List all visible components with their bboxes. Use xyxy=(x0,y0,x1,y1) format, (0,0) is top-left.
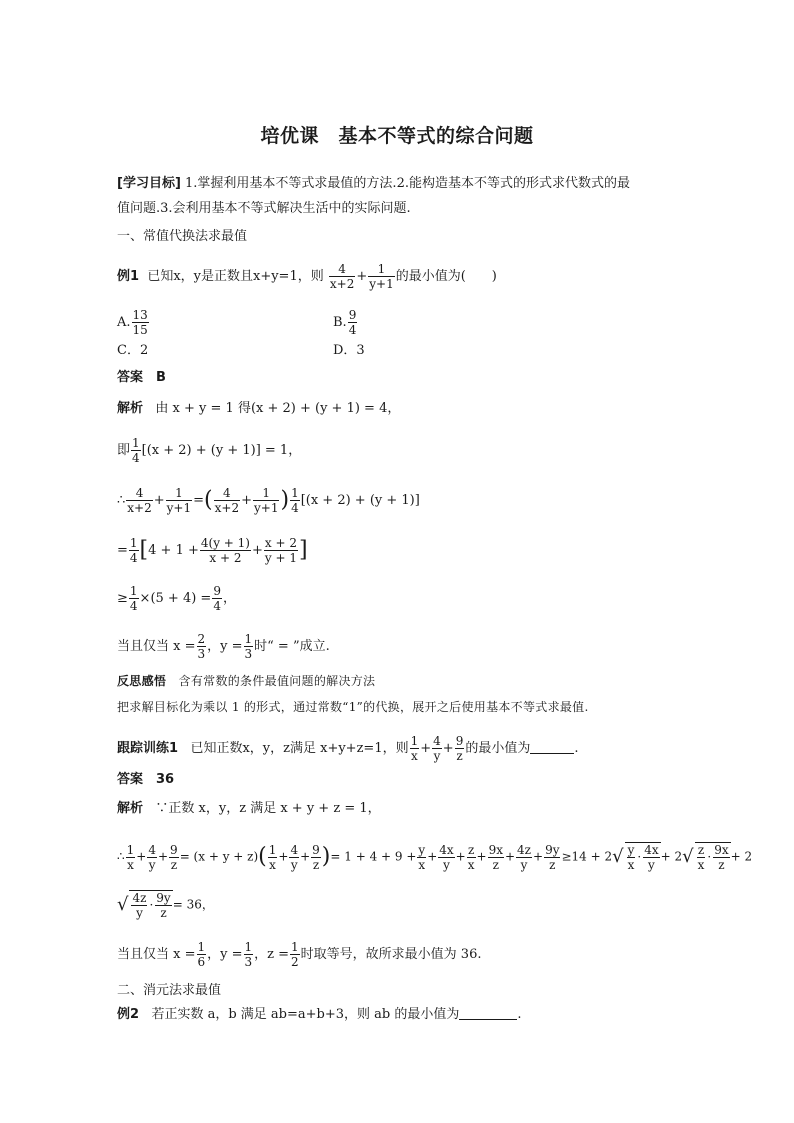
fraction xyxy=(467,843,476,872)
analysis-text: [(x + 2) + (y + 1)] xyxy=(300,493,420,508)
denominator: y xyxy=(648,858,655,872)
fraction xyxy=(166,486,192,515)
option-a xyxy=(117,308,150,337)
numerator: 4 xyxy=(126,486,152,501)
analysis-text: 时“ = ”成立. xyxy=(254,639,330,654)
denominator: 4 xyxy=(132,451,140,465)
track1-label: 跟踪训练1 xyxy=(117,741,179,756)
numerator: 9x xyxy=(488,842,503,857)
denominator: 3 xyxy=(244,955,253,969)
numerator: z xyxy=(697,843,705,857)
example1-equality xyxy=(117,632,330,661)
numerator: 1 xyxy=(166,486,192,501)
reflection-label: 反思感悟 xyxy=(117,674,167,688)
numerator: 4z xyxy=(517,842,531,857)
fraction xyxy=(169,843,179,872)
denominator: z xyxy=(456,749,463,763)
answer-blank xyxy=(530,741,574,754)
fraction xyxy=(410,734,420,763)
numerator: 4 xyxy=(290,842,299,857)
example1-analysis-3: ∴ $\frac{4}{x+2}$ + $\frac{1}{y+1}$ =( $\frac{4}{x+2}$ + $\frac{1}{y+1}$ ) $\frac{1}{4}$ [(x + 2) + (y + 1)] xyxy=(117,486,420,515)
numerator: 1 xyxy=(410,734,419,748)
fraction xyxy=(290,486,300,515)
example1-analysis-2 xyxy=(117,436,301,465)
learning-goals-label: [学习目标] xyxy=(117,176,181,191)
fraction xyxy=(126,843,136,872)
fraction xyxy=(131,891,147,920)
denominator: x xyxy=(269,857,276,872)
fraction xyxy=(455,734,465,763)
fraction xyxy=(289,843,299,872)
analysis-text: 即 xyxy=(117,443,131,458)
sqrt-symbol: √ xyxy=(117,894,129,915)
analysis-text: ，y = xyxy=(207,639,243,654)
denominator: x + 2 xyxy=(209,551,242,565)
radicand: $\frac{y}{x}$ · $\frac{4x}{y}$ xyxy=(625,842,661,872)
example1-stem-pre: 已知x，y是正数且x+y=1，则 xyxy=(147,269,324,284)
numerator: 1 xyxy=(253,486,279,501)
fraction xyxy=(643,843,659,872)
denominator: x xyxy=(127,857,134,872)
reflection-body: 把求解目标化为乘以 1 的形式，通过常数“1”的代换，展开之后使用基本不等式求最值. xyxy=(117,700,589,714)
fraction xyxy=(713,843,729,872)
numerator: y xyxy=(418,842,426,857)
fraction xyxy=(697,843,706,872)
reflection-title: 含有常数的条件最值问题的解决方法 xyxy=(178,674,376,688)
fraction xyxy=(253,486,279,515)
denominator: y xyxy=(290,857,298,872)
fraction xyxy=(544,843,560,872)
numerator: 9 xyxy=(170,842,178,857)
numerator: 1 xyxy=(244,940,253,954)
fraction xyxy=(311,843,321,872)
example2-stem: 例2 若正实数 a，b 满足 ab=a+b+3，则 ab 的最小值为 . xyxy=(117,1007,522,1022)
track1-stem-post: 的最小值为 xyxy=(465,741,531,756)
analysis-text: ，y = xyxy=(207,947,243,962)
fraction xyxy=(132,308,149,337)
fraction xyxy=(438,843,454,872)
denominator: 4 xyxy=(291,501,299,515)
denominator: y+1 xyxy=(166,501,192,515)
numerator: 1 xyxy=(291,940,299,954)
fraction xyxy=(417,843,426,872)
track1-equality xyxy=(117,940,481,969)
denominator: x xyxy=(411,749,418,763)
fraction xyxy=(488,843,504,872)
numerator: 4 xyxy=(214,486,240,501)
track1-stem: 跟踪训练1 已知正数x，y，z满足 x+y+z=1，则 $\frac{1}{x}$ + $\frac{4}{y}$ + $\frac{9}{z}$ 的最小值为 . xyxy=(117,734,579,763)
fraction xyxy=(348,308,358,337)
fraction xyxy=(155,891,171,920)
analysis-text: ∵正数 x，y，z 满足 x + y + z = 1， xyxy=(155,801,381,816)
learning-goals-text1: 1.掌握利用基本不等式求最值的方法.2.能构造基本不等式的形式求代数式的最 xyxy=(185,176,630,191)
fraction xyxy=(244,940,254,969)
example1-analysis-4: = $\frac{1}{4}$ [4 + 1 + $\frac{4(y + 1)}{x + 2}$ + $\frac{x + 2}{y + 1}$ ] xyxy=(117,536,308,565)
numerator: 4 xyxy=(148,842,156,857)
numerator: 13 xyxy=(132,308,148,322)
denominator: y xyxy=(148,857,156,872)
fraction xyxy=(516,843,532,872)
denominator: z xyxy=(718,858,725,872)
fraction xyxy=(244,632,254,661)
fraction xyxy=(290,940,300,969)
numerator: 1 xyxy=(368,262,394,277)
option-c: C．2 xyxy=(117,343,149,358)
fraction xyxy=(129,584,139,613)
analysis-text: = 1 + 4 + 9 + xyxy=(330,849,417,864)
section-heading-1: 一、常值代换法求最值 xyxy=(117,229,248,244)
example1-label: 例1 xyxy=(117,269,140,284)
denominator: y xyxy=(520,857,528,872)
numerator: 1 xyxy=(197,940,206,954)
fraction xyxy=(200,536,251,565)
numerator: 1 xyxy=(129,536,138,550)
example1-answer: 答案 B xyxy=(117,370,166,385)
analysis-text: 4 + 1 + xyxy=(148,543,199,558)
fraction xyxy=(264,536,298,565)
analysis-text: 由 x + y = 1 得(x + 2) + (y + 1) = 4， xyxy=(155,401,401,416)
denominator: y+1 xyxy=(254,501,279,515)
denominator: z xyxy=(160,906,167,920)
numerator: 1 xyxy=(291,486,299,500)
example2-label: 例2 xyxy=(117,1007,140,1022)
fraction xyxy=(627,843,636,872)
denominator: 4 xyxy=(213,599,221,613)
numerator: 9 xyxy=(213,584,221,598)
analysis-text: = 36， xyxy=(172,897,214,912)
denominator: 6 xyxy=(197,955,206,969)
numerator: 4x xyxy=(644,843,659,857)
answer-blank xyxy=(459,1007,517,1020)
fraction xyxy=(432,734,442,763)
fraction xyxy=(129,536,139,565)
denominator: y xyxy=(433,749,441,763)
denominator: 4 xyxy=(129,551,138,565)
example1-analysis-5: ≥ $\frac{1}{4}$ ×(5 + 4) = $\frac{9}{4}$ ， xyxy=(117,584,236,613)
numerator: 1 xyxy=(132,436,140,450)
denominator: x xyxy=(627,858,635,872)
denominator: y xyxy=(443,857,450,872)
numerator: 1 xyxy=(126,842,135,857)
analysis-text: ≥14 + 2 xyxy=(561,849,613,864)
option-b-label: B. xyxy=(333,315,347,330)
denominator: 2 xyxy=(291,955,299,969)
analysis-text: ，z = xyxy=(254,947,290,962)
page-title: 培优课 基本不等式的综合问题 xyxy=(260,125,534,147)
track1-analysis-3 xyxy=(117,890,214,920)
numerator: 4z xyxy=(132,891,147,905)
numerator: 1 xyxy=(129,584,138,598)
analysis-text: 当且仅当 x = xyxy=(117,639,196,654)
fraction xyxy=(268,843,278,872)
denominator: z xyxy=(170,857,178,872)
numerator: 4 xyxy=(329,262,355,277)
option-b xyxy=(333,308,358,337)
denominator: x+2 xyxy=(214,501,240,515)
numerator: 9 xyxy=(455,734,464,748)
learning-goals-line2: 值问题.3.会利用基本不等式解决生活中的实际问题. xyxy=(117,201,411,216)
learning-goals-line1 xyxy=(117,175,630,193)
denominator: x xyxy=(418,857,426,872)
denominator: 3 xyxy=(244,647,253,661)
analysis-label: 解析 xyxy=(117,801,144,816)
denominator: z xyxy=(549,857,556,872)
denominator: x xyxy=(697,858,705,872)
analysis-text: + 2 xyxy=(730,849,753,864)
analysis-text: 当且仅当 x = xyxy=(117,947,196,962)
fraction xyxy=(368,262,394,291)
option-a-label: A. xyxy=(117,315,131,330)
numerator: z xyxy=(467,842,475,857)
reflection-heading xyxy=(117,672,375,690)
fraction xyxy=(197,632,207,661)
fraction xyxy=(126,486,152,515)
denominator: y xyxy=(136,906,143,920)
sqrt-symbol: √ xyxy=(682,846,694,867)
denominator: z xyxy=(492,857,499,872)
numerator: 1 xyxy=(244,632,253,646)
fraction xyxy=(212,584,222,613)
numerator: 4 xyxy=(433,734,441,748)
numerator: 9y xyxy=(545,842,560,857)
fraction xyxy=(214,486,240,515)
analysis-text: = (x + y + z) xyxy=(179,849,259,864)
track1-analysis-1 xyxy=(117,800,381,818)
track1-stem-pre: 已知正数x，y，z满足 x+y+z=1，则 xyxy=(190,741,409,756)
track1-analysis-2: ∴ $\frac{1}{x}$ + $\frac{4}{y}$ + $\frac{9}{z}$ = (x + y + z)( $\frac{1}{x}$ + $\frac{4}{y}$ + $\frac{9}{z}$ )= 1 + 4 + 9 + $\frac{y}{x}$ + $\frac{4x}{y}$ + $\frac{z}{x}$ + $\frac{9x}{z}$ + $\frac{4z}{y}$ + $\frac{9y}{z}$ ≥14 + 2√ $\frac{y}{x}$ · $\frac{4x}{y}$ + 2√ $\frac{z}{x}$ · $\frac{9x}{z}$ + 2 xyxy=(117,842,753,872)
denominator: x xyxy=(467,857,475,872)
numerator: 4x xyxy=(439,842,454,857)
numerator: 9 xyxy=(312,842,320,857)
fraction xyxy=(147,843,157,872)
fraction xyxy=(329,262,355,291)
numerator: 4(y + 1) xyxy=(200,536,250,550)
track1-answer: 答案 36 xyxy=(117,772,175,787)
denominator: 15 xyxy=(132,323,148,337)
example2-stem-text: 若正实数 a，b 满足 ab=a+b+3，则 ab 的最小值为 xyxy=(151,1007,460,1022)
analysis-text: 时取等号，故所求最小值为 36. xyxy=(300,947,482,962)
radicand: $\frac{z}{x}$ · $\frac{9x}{z}$ xyxy=(695,842,731,872)
numerator: x + 2 xyxy=(264,536,297,550)
example1-stem-post: 的最小值为( ) xyxy=(395,269,497,284)
denominator: 3 xyxy=(197,647,206,661)
fraction xyxy=(131,436,141,465)
analysis-text: ×(5 + 4) = xyxy=(139,591,212,606)
section-heading-2: 二、消元法求最值 xyxy=(117,983,222,998)
sqrt-symbol: √ xyxy=(612,846,624,867)
analysis-text: [(x + 2) + (y + 1)] = 1， xyxy=(141,443,302,458)
analysis-text: + 2 xyxy=(660,849,683,864)
numerator: 2 xyxy=(197,632,206,646)
denominator: 4 xyxy=(129,599,138,613)
denominator: x+2 xyxy=(127,501,152,515)
option-d: D．3 xyxy=(333,343,365,358)
denominator: y+1 xyxy=(369,277,394,291)
numerator: 9x xyxy=(714,843,729,857)
denominator: 4 xyxy=(348,323,357,337)
denominator: y + 1 xyxy=(264,551,297,565)
analysis-label: 解析 xyxy=(117,401,144,416)
numerator: 9y xyxy=(156,891,171,905)
fraction xyxy=(197,940,207,969)
numerator: y xyxy=(627,843,635,857)
denominator: z xyxy=(312,857,320,872)
numerator: 1 xyxy=(268,842,277,857)
numerator: 9 xyxy=(348,308,357,322)
example1-stem: 例1 已知x，y是正数且x+y=1，则 $\frac{4}{x+2}$ + $\frac{1}{y+1}$ 的最小值为( ) xyxy=(117,262,497,291)
denominator: x+2 xyxy=(329,277,355,291)
radicand: $\frac{4z}{y}$ · $\frac{9y}{z}$ xyxy=(129,890,172,920)
example1-analysis-1 xyxy=(117,400,400,418)
